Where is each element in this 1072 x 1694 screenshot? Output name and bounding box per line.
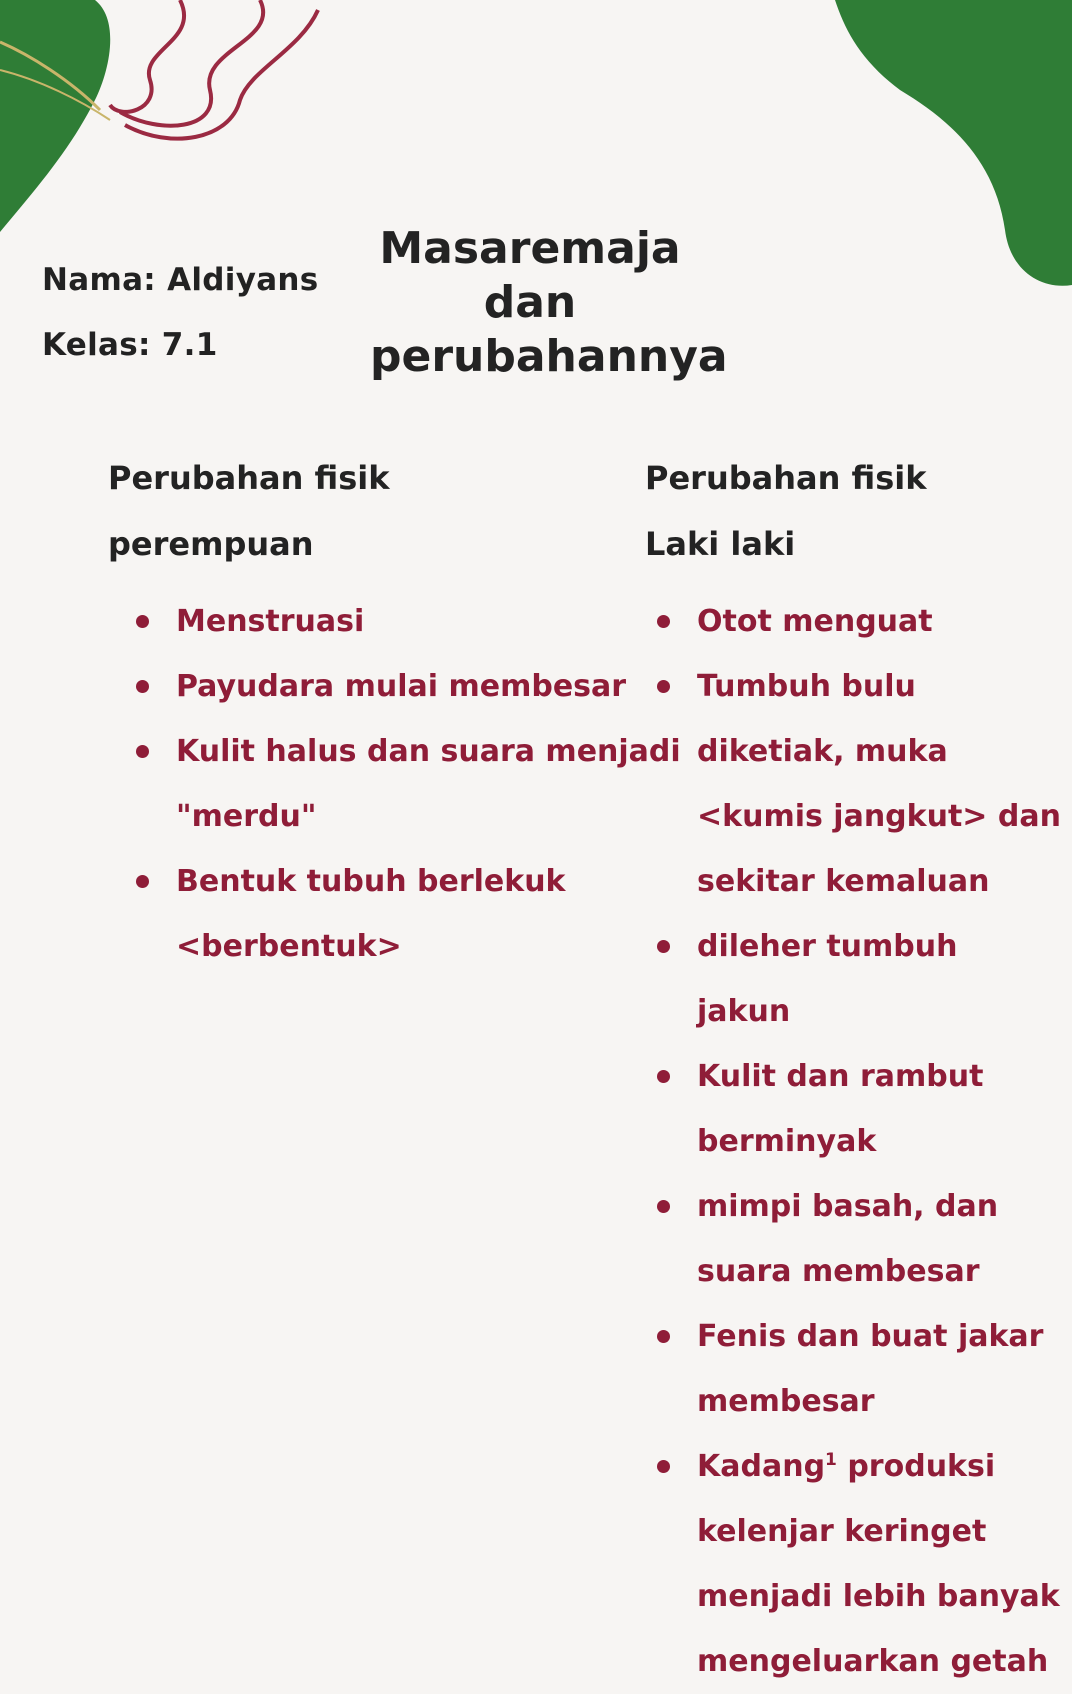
top-left-gold-line-2 (0, 70, 110, 120)
list-item: Fenis dan buat jakar membesar (657, 1304, 1045, 1434)
list-item: Bentuk tubuh berlekuk <berbentuk> (136, 849, 628, 979)
list-item: Kulit halus dan suara menjadi "merdu" (136, 719, 628, 849)
female-changes-column (108, 445, 681, 979)
male-heading-line-1: Perubahan fisik (645, 459, 927, 497)
top-right-green-shape (835, 0, 1072, 286)
list-item: Tumbuh bulu diketiak, muka <kumis jangkut> dan sekitar kemaluan (657, 654, 1045, 914)
top-left-gold-line (0, 42, 100, 110)
title-line-2: dan (483, 277, 577, 328)
female-heading-line-1: Perubahan fisik (108, 459, 390, 497)
list-item: Kadang$^1$ produksi kelenjar keringet menjadi lebih banyak mengeluarkan getah (657, 1434, 1045, 1694)
maroon-squiggle-3 (125, 10, 318, 139)
female-changes-list (136, 589, 681, 979)
list-item: mimpi basah, dan suara membesar (657, 1174, 1045, 1304)
maroon-squiggle-2 (120, 0, 263, 126)
male-changes-list (657, 589, 1061, 1694)
title-line-1: Masaremaja (379, 223, 681, 274)
list-item: Otot menguat (657, 589, 1045, 654)
female-heading-line-2: perempuan (108, 525, 314, 563)
top-left-green-shape (0, 0, 110, 232)
male-changes-column (645, 445, 1061, 1694)
list-item: Menstruasi (136, 589, 628, 654)
list-item: Payudara mulai membesar (136, 654, 628, 719)
male-heading-line-2: Laki laki (645, 525, 796, 563)
list-item: Kulit dan rambut berminyak (657, 1044, 1045, 1174)
list-item: dileher tumbuh jakun (657, 914, 1045, 1044)
student-class: Kelas: 7.1 (42, 327, 218, 363)
student-name: Nama: Aldiyans (42, 262, 319, 298)
maroon-squiggle-1 (110, 0, 184, 112)
title-line-3: perubahannya (370, 331, 728, 382)
page-title (370, 222, 728, 384)
student-info (42, 248, 319, 378)
